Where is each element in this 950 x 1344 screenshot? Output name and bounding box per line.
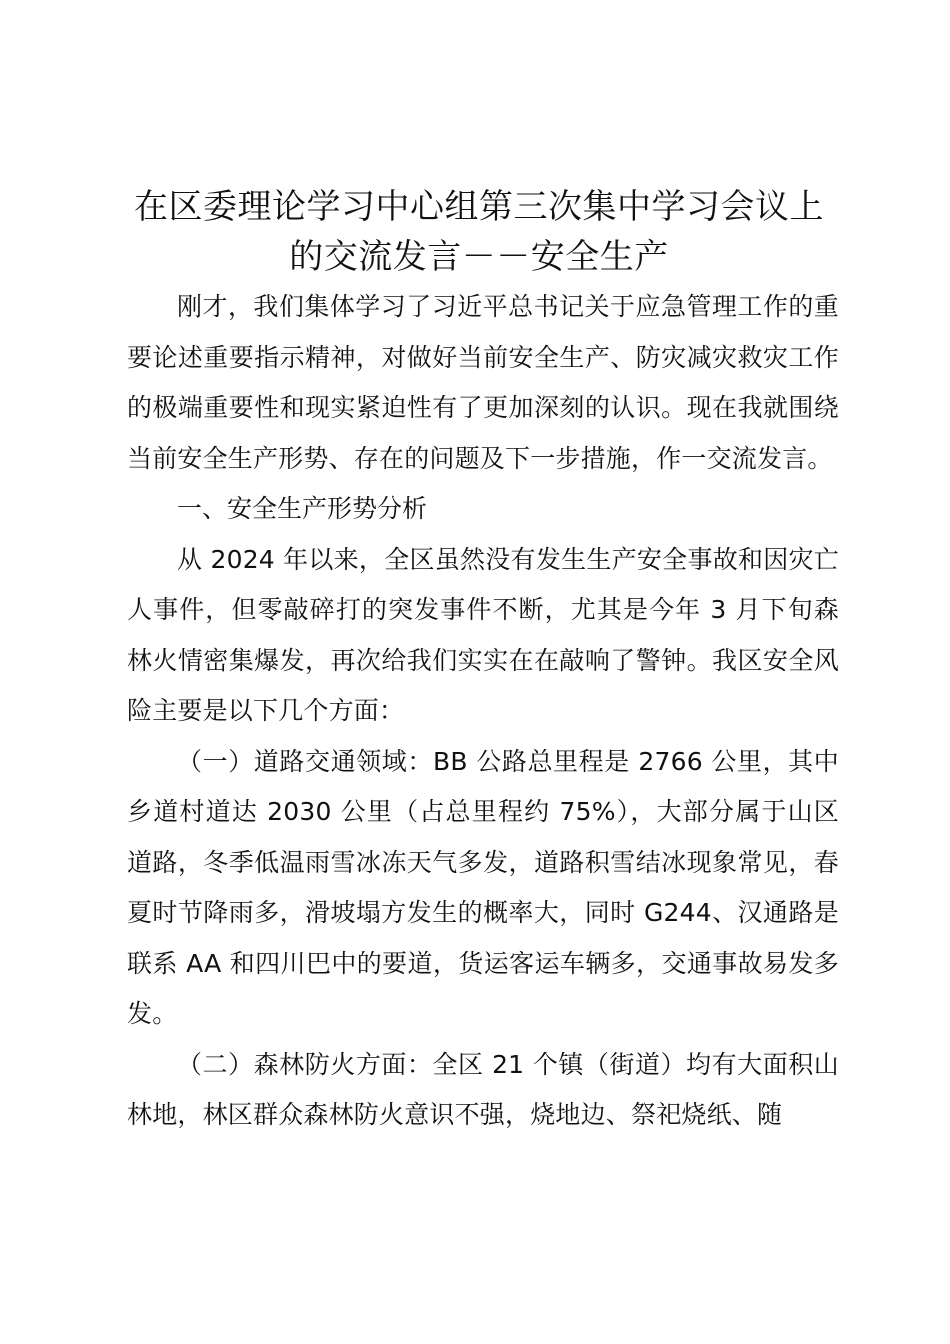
section-heading-1: 一、安全生产形势分析 <box>177 494 428 523</box>
paragraph-forest-fire: （二）森林防火方面：全区 21 个镇（街道）均有大面积山林地，林区群众森林防火意识不强，烧地边、祭祀烧纸、随 <box>127 1049 839 1129</box>
paragraph-situation: 从 2024 年以来，全区虽然没有发生生产安全事故和因灾亡人事件，但零敲碎打的突发事件不断，尤其是今年 3 月下旬森林火情密集爆发，再次给我们实实在在敲响了警钟。我区安全风险主要是以下几个方面： <box>127 544 839 725</box>
document-body <box>127 282 839 1141</box>
paragraph-intro: 刚才，我们集体学习了习近平总书记关于应急管理工作的重要论述重要指示精神，对做好当前安全生产、防灾减灾救灾工作的极端重要性和现实紧迫性有了更加深刻的认识。现在我就围绕当前安全生产形势、存在的问题及下一步措施，作一交流发言。 <box>127 292 839 473</box>
document-title: 在区委理论学习中心组第三次集中学习会议上的交流发言－－安全生产 <box>134 187 824 277</box>
paragraph-road-traffic: （一）道路交通领域：BB 公路总里程是 2766 公里，其中乡道村道达 2030 公里（占总里程约 75%），大部分属于山区道路，冬季低温雨雪冰冻天气多发，道路积雪结冰现象常见，春夏时节降雨多，滑坡塌方发生的概率大，同时 G244、汉通路是联系 AA 和四川巴中的要道，货运客运车辆多，交通事故易发多发。 <box>127 746 839 1028</box>
